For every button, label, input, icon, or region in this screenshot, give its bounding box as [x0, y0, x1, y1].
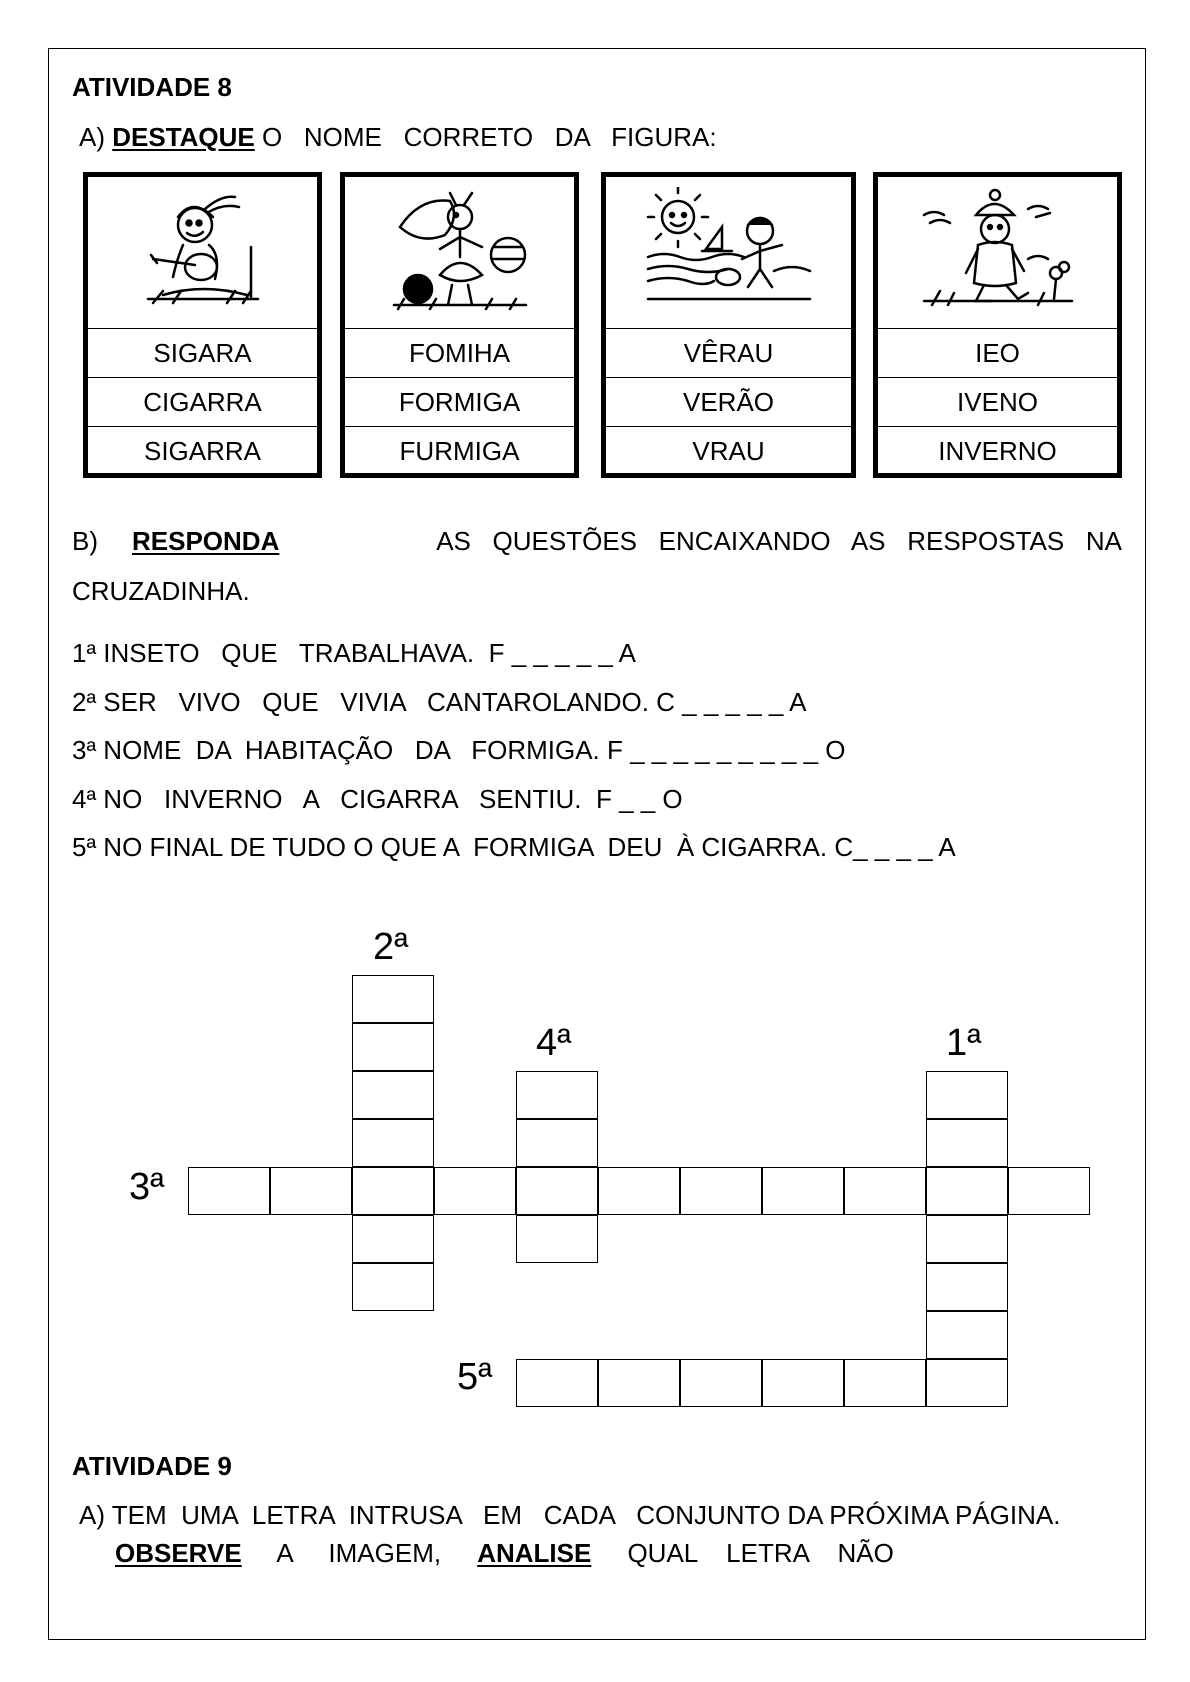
- activity9-keyword-analise: ANALISE: [477, 1538, 592, 1568]
- figure-card-inverno: [873, 172, 1122, 478]
- crossword-cell-q3[interactable]: [352, 1167, 434, 1215]
- crossword-cell-q1[interactable]: [926, 1359, 1008, 1407]
- crossword-cell-q3[interactable]: [680, 1167, 762, 1215]
- inverno-crianca-icon: [878, 177, 1117, 328]
- activity9-line1-text: TEM UMA LETRA INTRUSA EM CADA CONJUNTO DA PRÓXIMA PÁGINA.: [111, 1500, 1061, 1530]
- crossword-cell-q3[interactable]: [1008, 1167, 1090, 1215]
- crossword-cell-q5[interactable]: [844, 1359, 926, 1407]
- crossword-cell-q5[interactable]: [598, 1359, 680, 1407]
- instruction-b-rest: AS QUESTÕES ENCAIXANDO AS RESPOSTAS NA: [436, 526, 1122, 556]
- cigarra-violao-icon: [88, 177, 317, 328]
- option-furmiga[interactable]: FURMIGA: [345, 426, 574, 475]
- activity9-title: ATIVIDADE 9: [72, 1451, 232, 1481]
- activity9-instruction-line2: [115, 1538, 894, 1569]
- question-1: 1ª INSETO QUE TRABALHAVA. F _ _ _ _ _ A: [72, 638, 637, 668]
- crossword-cell-q3[interactable]: [188, 1167, 270, 1215]
- verao-praia-icon: [606, 177, 851, 328]
- crossword-cell-q3[interactable]: [270, 1167, 352, 1215]
- crossword-cell-q3[interactable]: [598, 1167, 680, 1215]
- option-vrau[interactable]: VRAU: [606, 426, 851, 475]
- formiga-icon: [345, 177, 574, 328]
- crossword-cell-q3[interactable]: [516, 1167, 598, 1215]
- activity8-instruction-a: [79, 122, 717, 153]
- option-cigarra[interactable]: CIGARRA: [88, 377, 317, 426]
- crossword-cell-q1[interactable]: [926, 1215, 1008, 1263]
- crossword-label-4: 4ª: [536, 1022, 572, 1064]
- option-sigara[interactable]: SIGARA: [88, 328, 317, 377]
- activity9-prefix: A): [79, 1500, 105, 1530]
- activity8-instruction-b: [72, 526, 1122, 557]
- crossword-cell-q3[interactable]: [926, 1167, 1008, 1215]
- question-5: 5ª NO FINAL DE TUDO O QUE A FORMIGA DEU À CIGARRA. C_ _ _ _ A: [72, 832, 956, 862]
- crossword-label-1: 1ª: [946, 1022, 982, 1064]
- option-fomiha[interactable]: FOMIHA: [345, 328, 574, 377]
- instruction-b-prefix: B): [72, 526, 98, 556]
- option-sigarra[interactable]: SIGARRA: [88, 426, 317, 475]
- figure-card-cigarra: [83, 172, 322, 478]
- crossword-label-2: 2ª: [373, 926, 409, 968]
- question-4: 4ª NO INVERNO A CIGARRA SENTIU. F _ _ O: [72, 784, 683, 814]
- crossword-cell-q2[interactable]: [352, 1023, 434, 1071]
- crossword-cell-q2[interactable]: [352, 1119, 434, 1167]
- question-2: 2ª SER VIVO QUE VIVIA CANTAROLANDO. C _ _ _ _ _ A: [72, 687, 807, 717]
- instruction-a-rest: O NOME CORRETO DA FIGURA:: [262, 122, 717, 152]
- instruction-b-line2: CRUZADINHA.: [72, 576, 250, 606]
- activity9-instruction-line1: [79, 1500, 1060, 1531]
- crossword-label-3: 3ª: [129, 1166, 165, 1208]
- crossword-cell-q3[interactable]: [762, 1167, 844, 1215]
- option-iveno[interactable]: IVENO: [878, 377, 1117, 426]
- crossword-cell-q4[interactable]: [516, 1119, 598, 1167]
- option-formiga[interactable]: FORMIGA: [345, 377, 574, 426]
- crossword-cell-q4[interactable]: [516, 1071, 598, 1119]
- question-3: 3ª NOME DA HABITAÇÃO DA FORMIGA. F _ _ _ _ _ _ _ _ _ O: [72, 735, 846, 765]
- activity9-mid-text: A IMAGEM,: [276, 1538, 442, 1568]
- crossword-cell-q5[interactable]: [680, 1359, 762, 1407]
- crossword-cell-q1[interactable]: [926, 1119, 1008, 1167]
- figure-card-formiga: [340, 172, 579, 478]
- crossword-label-5: 5ª: [457, 1356, 493, 1398]
- crossword-cell-q1[interactable]: [926, 1071, 1008, 1119]
- crossword-cell-q4[interactable]: [516, 1215, 598, 1263]
- activity9-keyword-observe: OBSERVE: [115, 1538, 242, 1568]
- crossword-cell-q1[interactable]: [926, 1311, 1008, 1359]
- crossword-cell-q3[interactable]: [434, 1167, 516, 1215]
- figure-card-verao: [601, 172, 856, 478]
- crossword-cell-q5[interactable]: [516, 1359, 598, 1407]
- activity8-title: ATIVIDADE 8: [72, 72, 232, 102]
- crossword-cell-q2[interactable]: [352, 1263, 434, 1311]
- crossword-cell-q3[interactable]: [844, 1167, 926, 1215]
- instruction-a-keyword: DESTAQUE: [112, 122, 255, 152]
- crossword-cell-q1[interactable]: [926, 1263, 1008, 1311]
- crossword-cell-q2[interactable]: [352, 1071, 434, 1119]
- crossword-cell-q2[interactable]: [352, 975, 434, 1023]
- instruction-a-prefix: A): [79, 122, 105, 152]
- instruction-b-keyword: RESPONDA: [132, 526, 280, 556]
- option-ieo[interactable]: IEO: [878, 328, 1117, 377]
- crossword-cell-q5[interactable]: [762, 1359, 844, 1407]
- activity9-rest-text: QUAL LETRA NÃO: [627, 1538, 894, 1568]
- option-verao[interactable]: VERÃO: [606, 377, 851, 426]
- option-inverno[interactable]: INVERNO: [878, 426, 1117, 475]
- option-verau[interactable]: VÊRAU: [606, 328, 851, 377]
- crossword-cell-q2[interactable]: [352, 1215, 434, 1263]
